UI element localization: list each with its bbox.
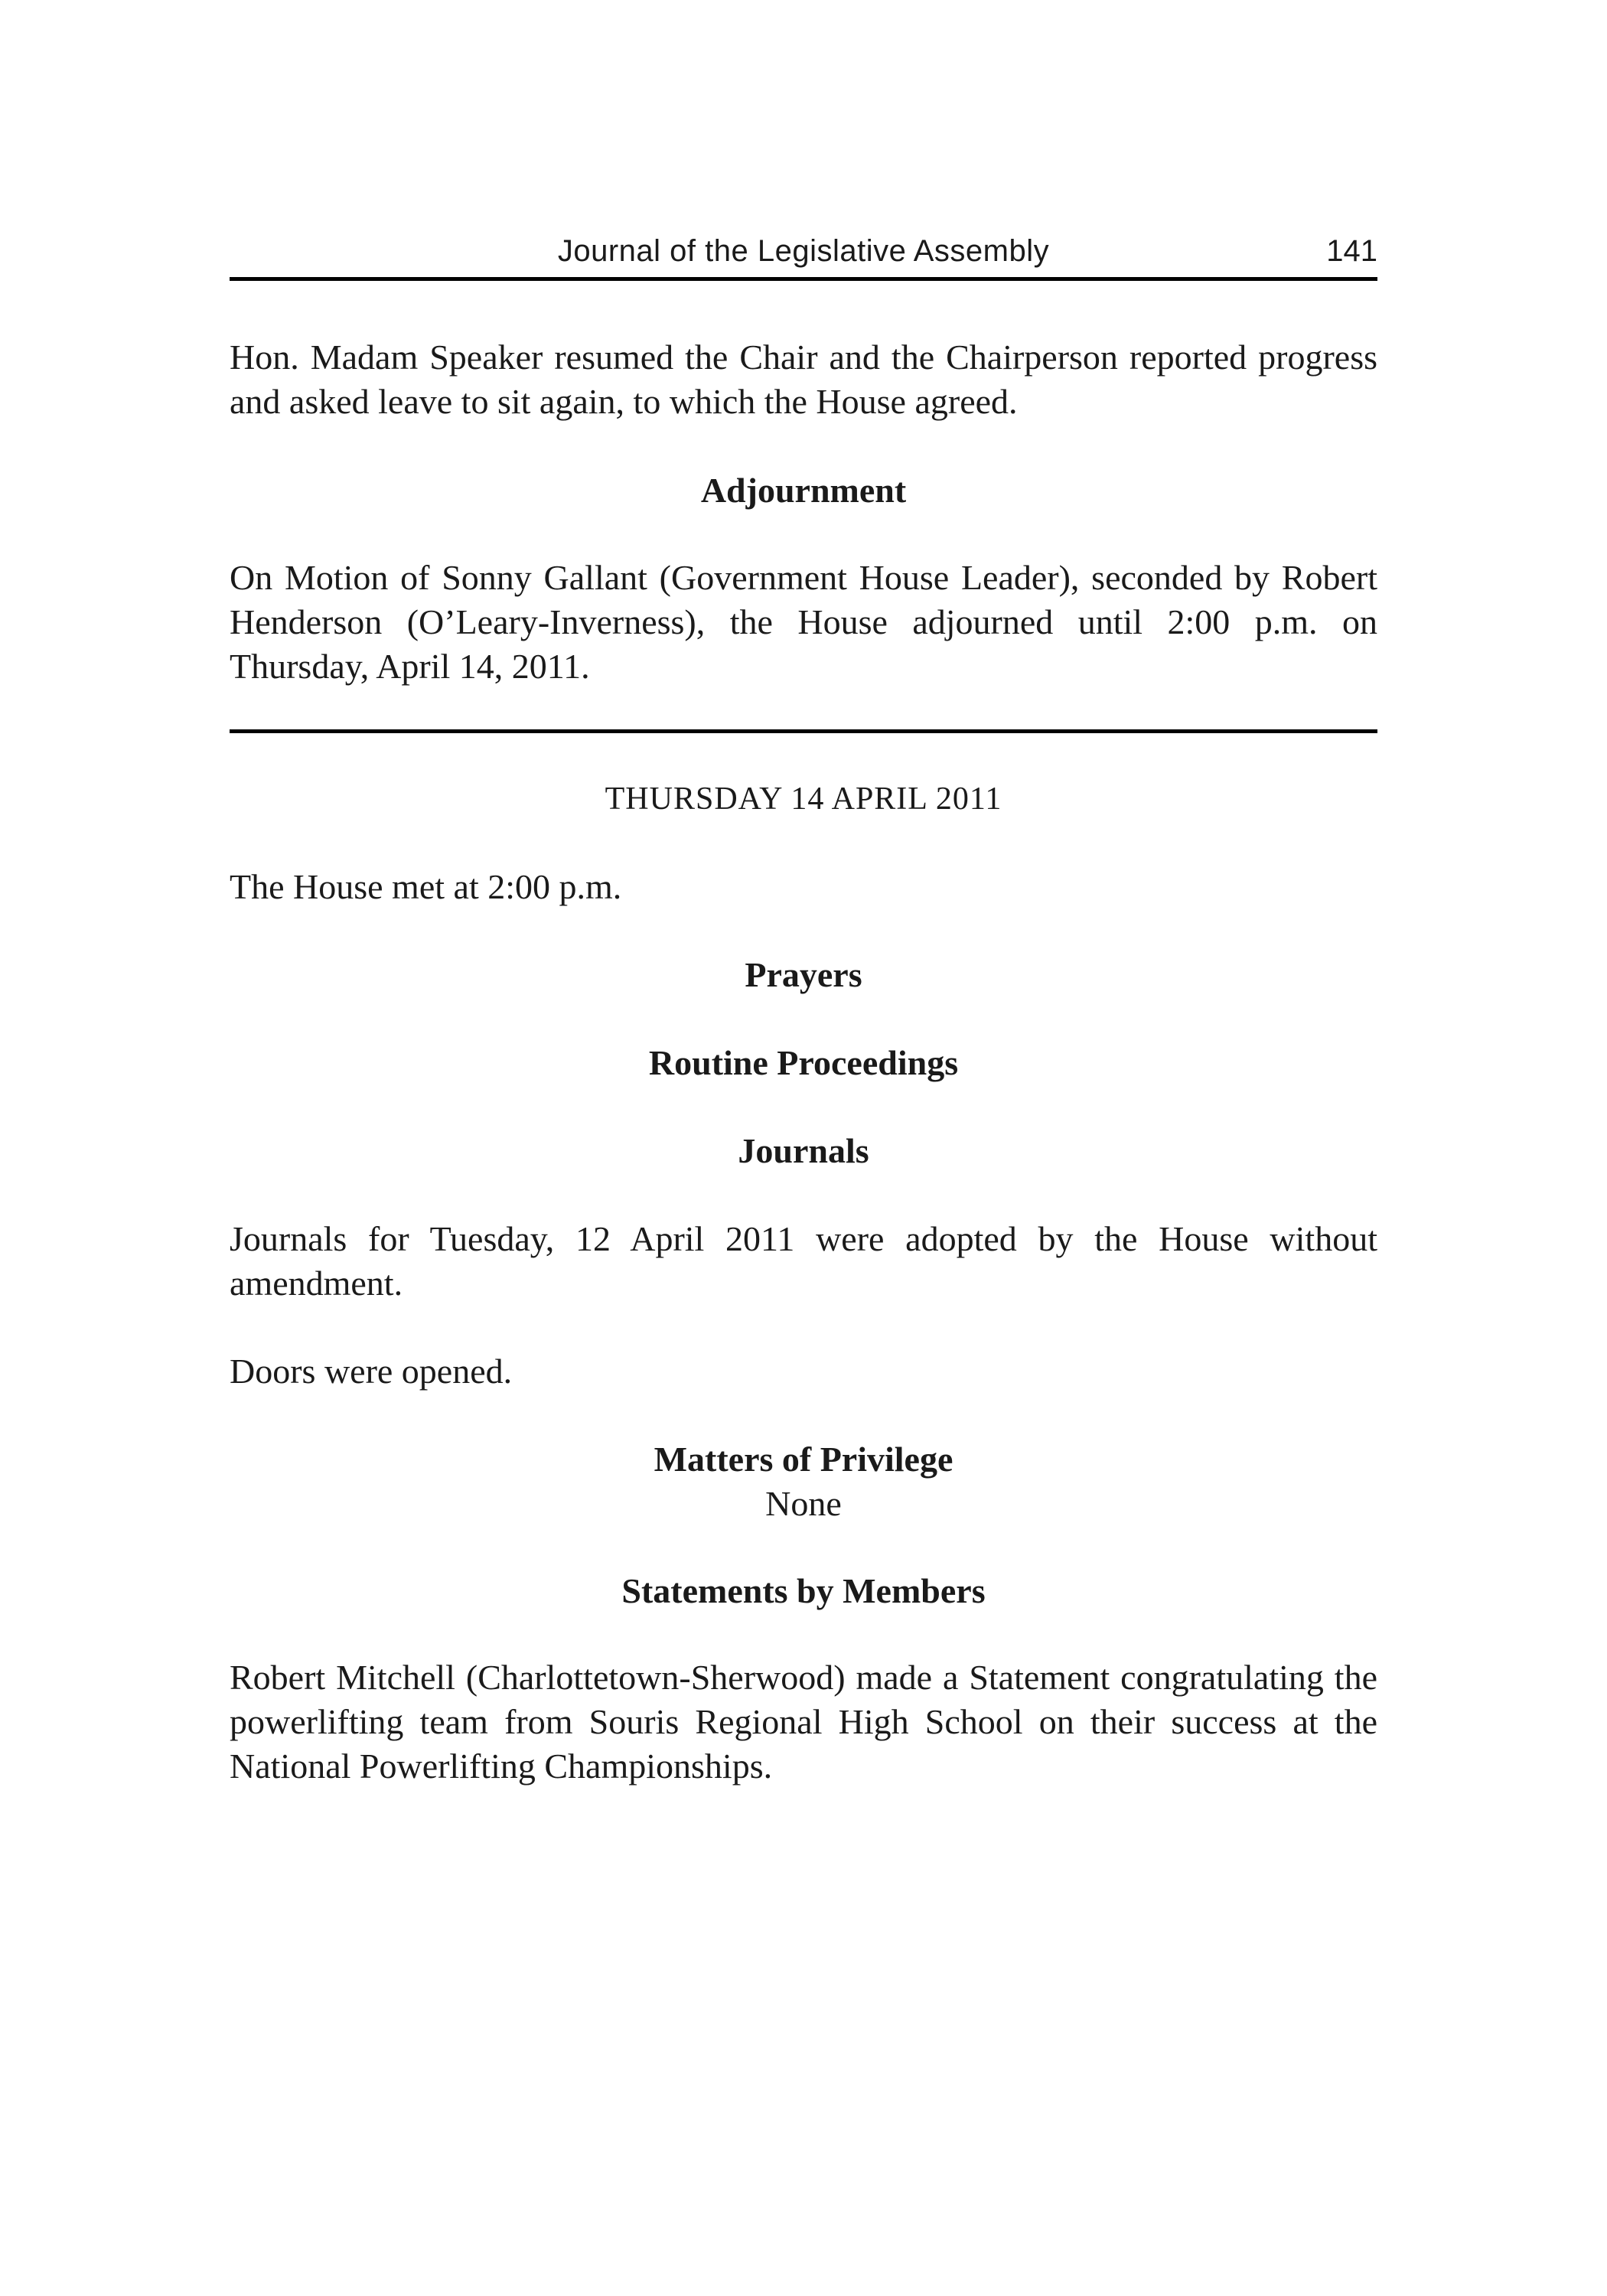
heading-adjournment: Adjournment [700, 471, 907, 510]
sitting-date: THURSDAY 14 APRIL 2011 [605, 781, 1002, 817]
heading-matters-of-privilege: Matters of Privilege [654, 1440, 953, 1479]
paragraph-speaker-resumed: Hon. Madam Speaker resumed the Chair and the Chairperson reported progress and asked leave to sit again, to which the House agreed. [230, 338, 1377, 421]
paragraph-doors-opened: Doors were opened. [230, 1352, 513, 1391]
paragraph-journals-adopted: Journals for Tuesday, 12 April 2011 were adopted by the House without amendment. [230, 1219, 1377, 1303]
paragraph-house-met: The House met at 2:00 p.m. [230, 867, 622, 906]
page-number: 141 [1326, 234, 1377, 268]
running-title: Journal of the Legislative Assembly [557, 234, 1050, 268]
paragraph-member-statement: Robert Mitchell (Charlottetown-Sherwood) made a Statement congratulating the powerlifting team from Souris Regional High School on their success at the National Powerlifting Championships. [230, 1658, 1377, 1786]
running-header [230, 230, 1377, 281]
privilege-none: None [765, 1484, 842, 1523]
paragraph-adjournment-motion: On Motion of Sonny Gallant (Government House Leader), seconded by Robert Henderson (O’Leary-Inverness), the House adjourned until 2:00 p.m. on Thursday, April 14, 2011. [230, 558, 1377, 686]
heading-statements-by-members: Statements by Members [621, 1571, 986, 1610]
heading-routine-proceedings: Routine Proceedings [648, 1043, 959, 1082]
document-page [230, 0, 1377, 2296]
heading-journals: Journals [738, 1131, 869, 1170]
section-divider [230, 729, 1377, 733]
heading-prayers: Prayers [745, 955, 862, 994]
